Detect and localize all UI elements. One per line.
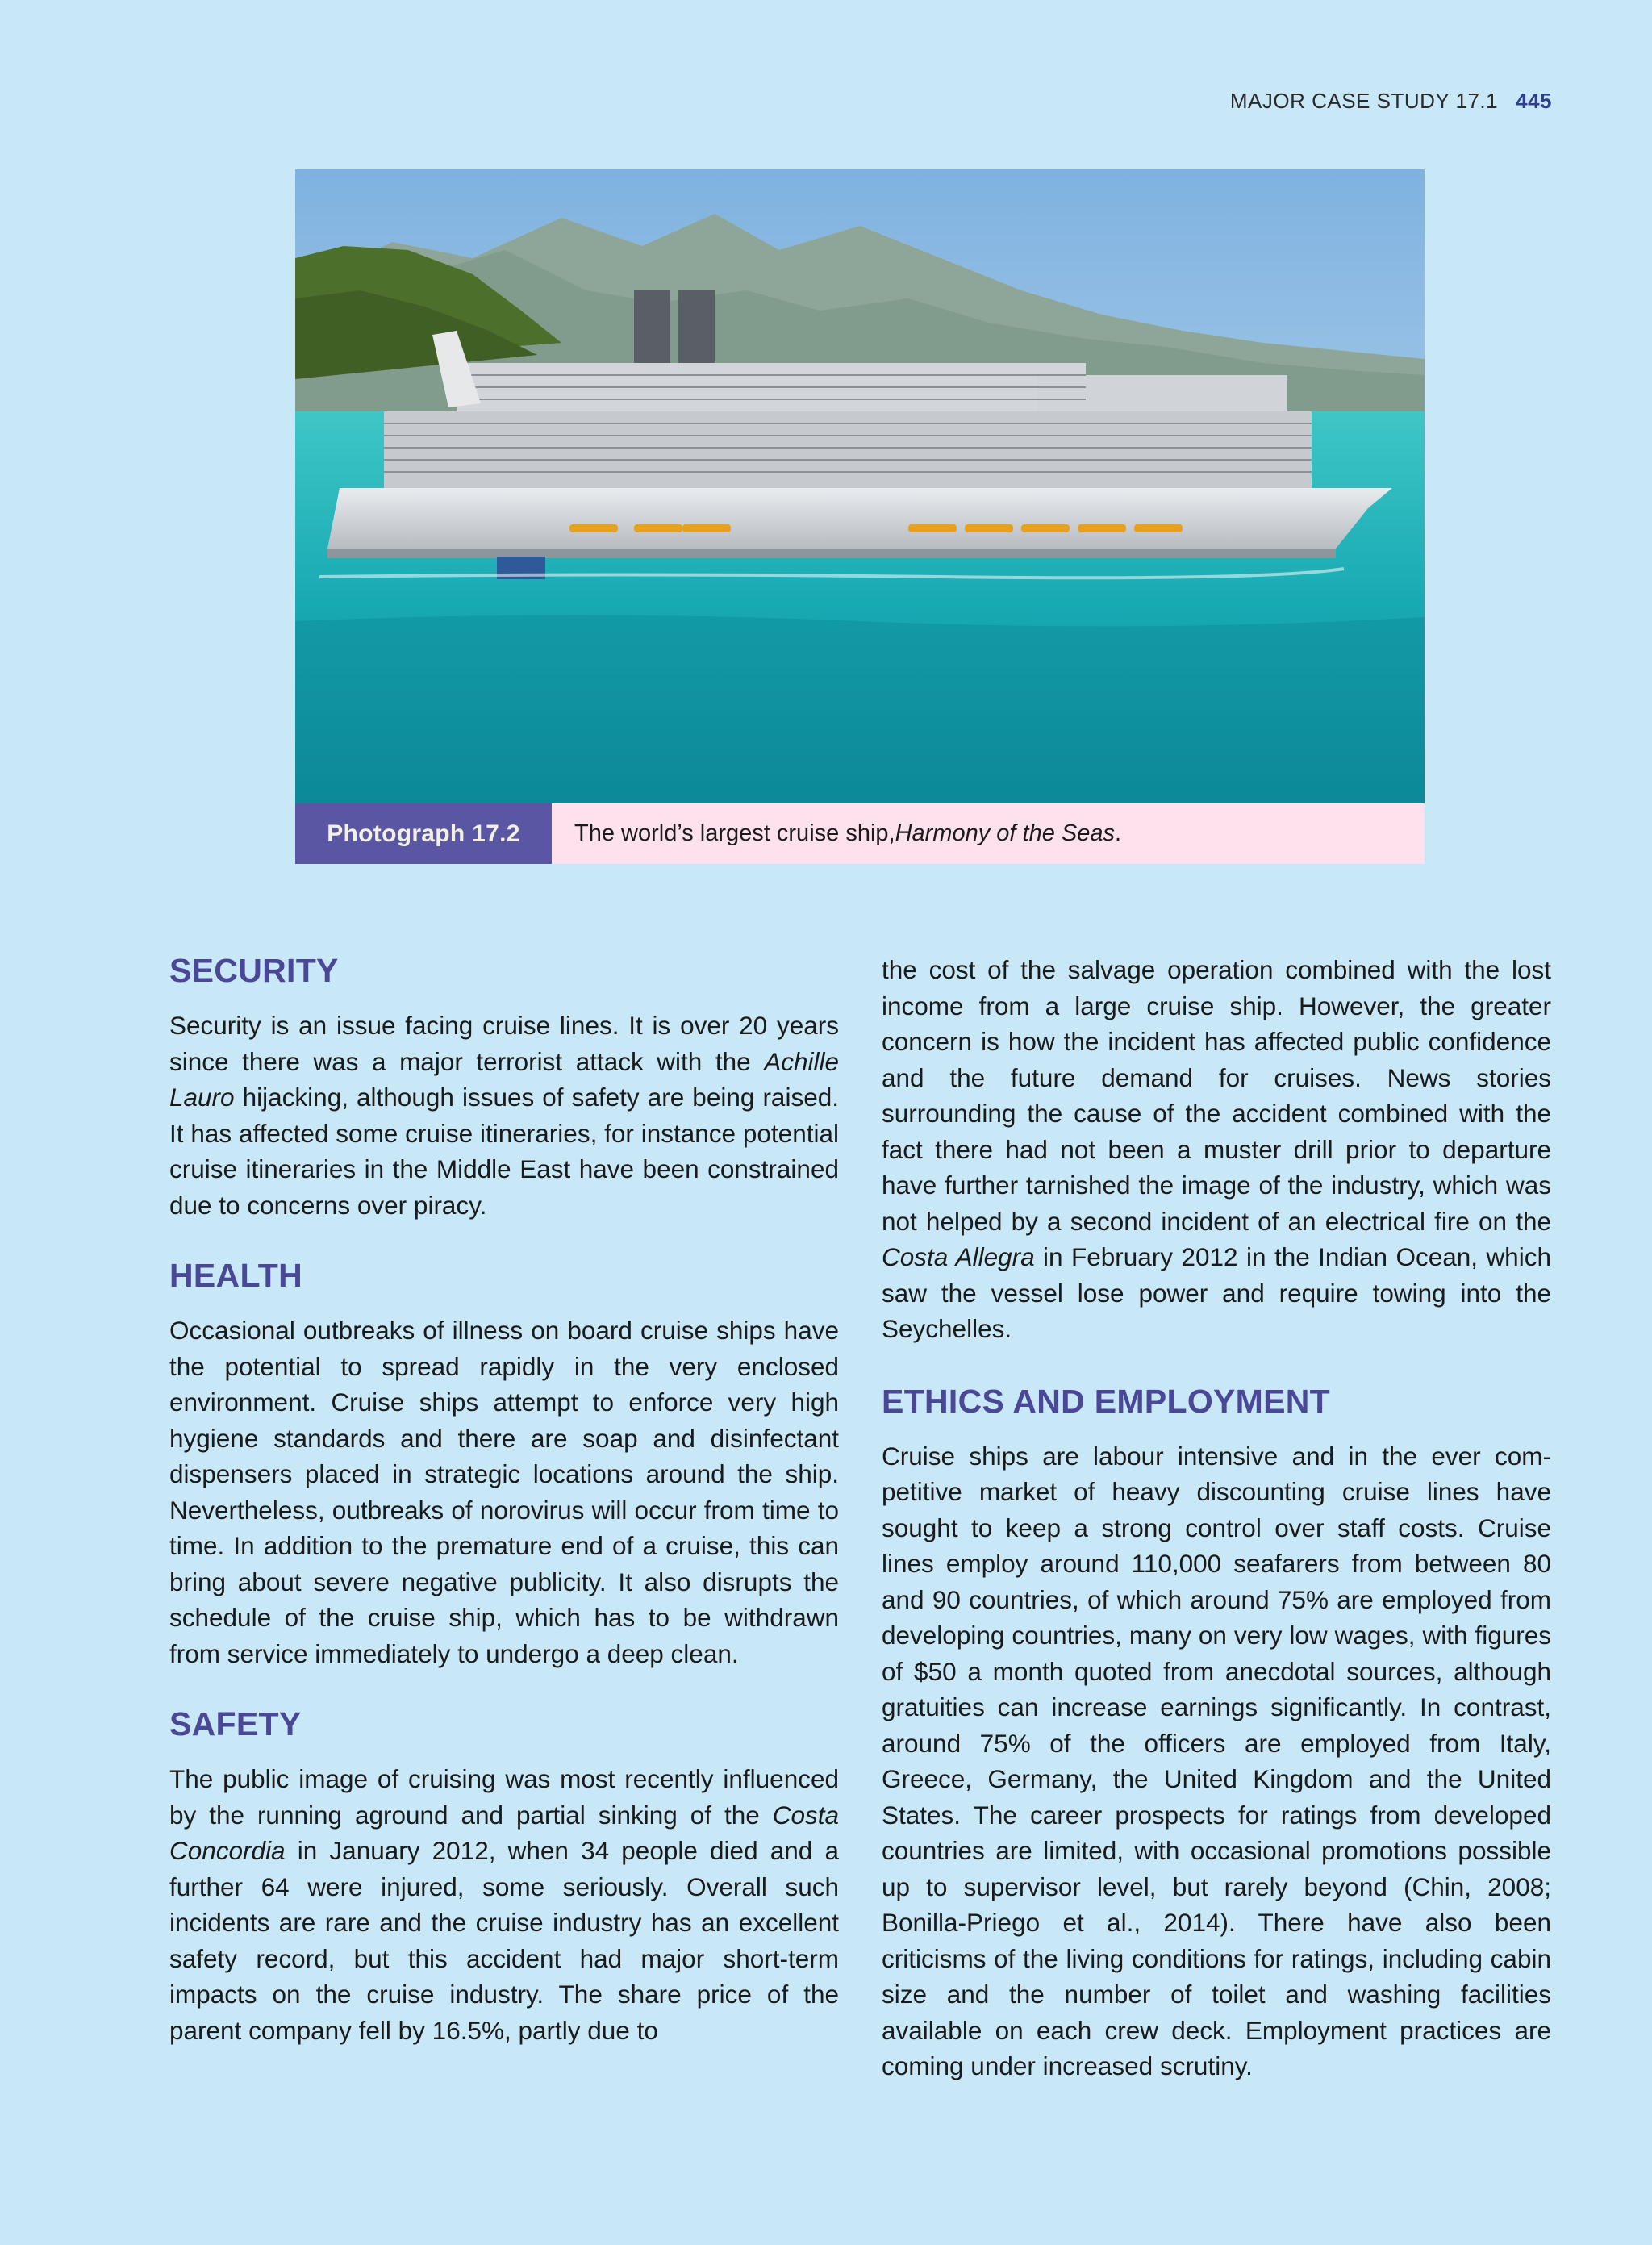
- caption-prefix: The world’s largest cruise ship,: [574, 820, 895, 846]
- caption-suffix: .: [1115, 820, 1122, 846]
- safety-continued-italic: Costa Allegra: [882, 1242, 1035, 1271]
- security-text-1: Security is an issue facing cruise lines. It is over 20 years since there was a major terrorist attack with the: [169, 1011, 839, 1076]
- caption-ship-name: Harmony of the Seas: [895, 820, 1115, 846]
- security-text-2: hijacking, although issues of safety are being raised. It has affected some cruise itineraries, for instance potential cruise itineraries in the Middle East have been constrained due to concerns over piracy.: [169, 1083, 839, 1220]
- safety-text-2: in January 2012, when 34 people died and a further 64 were injured, some seriously. Overall such incidents are rare and the cruise industry has an excellent safety record, but this accident had major short-term impacts on the cruise industry. The share price of the parent company fell by 16.5%, partly due to: [169, 1836, 839, 2045]
- running-head: [1230, 89, 1552, 114]
- heading-ethics: ETHICS AND EMPLOYMENT: [882, 1382, 1331, 1420]
- safety-continued-text-2: in February 2012 in the Indian Ocean, which saw the vessel lose power and require towing into the Seychelles.: [882, 1242, 1551, 1343]
- section-security: [169, 952, 839, 1223]
- heading-security: SECURITY: [169, 952, 339, 989]
- page-number: 445: [1516, 89, 1552, 113]
- paragraph-safety-continued: [882, 952, 1551, 1347]
- paragraph-ethics: Cruise ships are labour intensive and in the ever competitive market of heavy discounting cruise lines have sought to keep a strong control over staff costs. Cruise lines employ around 110,000 seafarers from between 80 and 90 countries, of which around 75% are employed from developing countries, many on very low wages, with figures of $50 a month quoted from anecdotal sources, although gratuities can increase earnings significantly. In contrast, around 75% of the officers are employed from Italy, Greece, Germany, the United Kingdom and the United States. The career prospects for ratings from developed countries are limited, with occasional promotions possible up to supervisor level, but rarely beyond (Chin, 2008; Bonilla-Priego et al., 2014). There have also been criticisms of the living conditions for ratings, including cabin size and the number of toilet and washing facilities available on each crew deck. Employment practices are coming under increased scrutiny.: [882, 1441, 1551, 2080]
- safety-italic: Costa Concordia: [169, 1800, 839, 1865]
- paragraph-safety: [169, 1761, 839, 2048]
- figure-caption: [295, 803, 1425, 864]
- section-health: [169, 1257, 839, 1671]
- running-title: MAJOR CASE STUDY 17.1: [1229, 89, 1499, 113]
- left-column: [169, 952, 839, 2082]
- heading-health: HEALTH: [169, 1257, 303, 1294]
- cruise-ship-photograph: [295, 169, 1425, 803]
- security-italic: Achille Lauro: [169, 1046, 839, 1112]
- paragraph-security: [169, 1008, 839, 1223]
- right-column: [882, 952, 1551, 2118]
- section-ethics: [882, 1383, 1551, 2084]
- figure-caption-text: [552, 803, 1425, 864]
- safety-continued-text-1: the cost of the salvage operation combined with the lost income from a large cruise ship. However, the greater concern is how the incident has affected public confidence and the future demand for cruises. News stories surrounding the cause of the accident combined with the fact there had not been a muster drill prior to departure have further tarnished the image of the industry, which was not helped by a second incident of an electrical fire on the: [882, 955, 1551, 1236]
- figure-label: Photograph 17.2: [295, 803, 552, 864]
- section-safety: [169, 1705, 839, 2048]
- paragraph-health: Occasional outbreaks of illness on board cruise ships have the potential to spread rapidly in the very enclosed environment. Cruise ships attempt to enforce very high hygiene standards and there are soap and disinfectant dispensers placed in strategic locations around the ship. Nevertheless, outbreaks of norovirus will occur from time to time. In addition to the premature end of a cruise, this can bring about severe negative publicity. It also disrupts the schedule of the cruise ship, which has to be withdrawn from service immediately to undergo a deep clean.: [169, 1316, 839, 1668]
- heading-safety: SAFETY: [169, 1705, 302, 1742]
- safety-continued: [882, 952, 1551, 1347]
- safety-text-1: The public image of cruising was most recently influenced by the running aground and partial sinking of the: [169, 1764, 839, 1830]
